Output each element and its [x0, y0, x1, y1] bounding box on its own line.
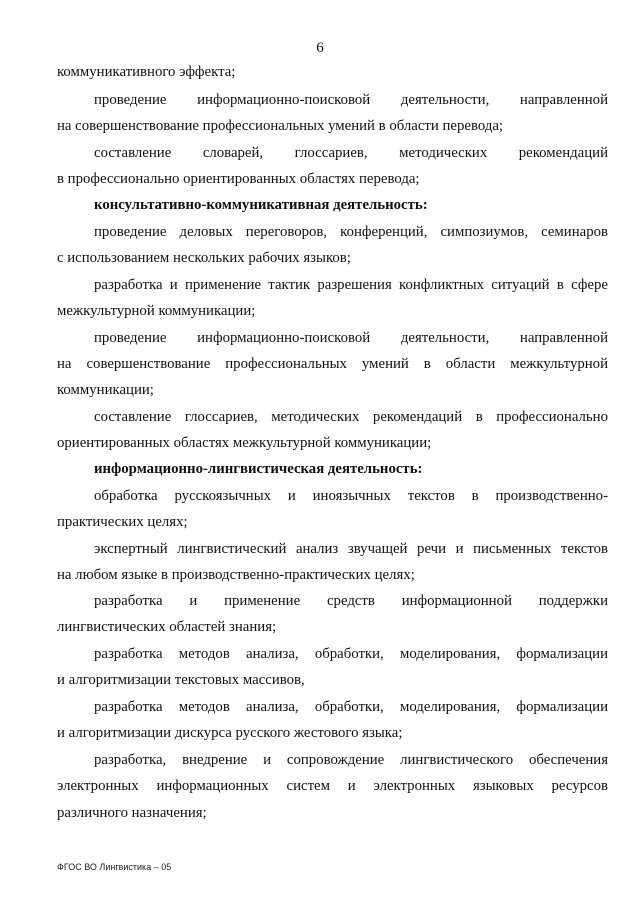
- text-line: экспертный лингвистический анализ звучащей речи и письменных текстов: [94, 541, 608, 557]
- text-line: проведение информационно-поисковой деятельности, направленной: [94, 92, 608, 108]
- text-line: разработка методов анализа, обработки, моделирования, формализации: [94, 699, 608, 715]
- text-line: обработка русскоязычных и иноязычных текстов в производственно-: [94, 488, 608, 504]
- section-heading: информационно-лингвистическая деятельность:: [94, 461, 423, 477]
- text-line: составление глоссариев, методических рекомендаций в профессионально: [94, 409, 608, 425]
- text-line: проведение деловых переговоров, конференций, симпозиумов, семинаров: [94, 224, 608, 240]
- page-number: 6: [316, 40, 324, 56]
- text-line: межкультурной коммуникации;: [57, 303, 256, 319]
- text-line: коммуникации;: [57, 382, 154, 398]
- text-line: в профессионально ориентированных областях перевода;: [57, 171, 420, 187]
- text-line: лингвистических областей знания;: [57, 619, 277, 635]
- footer-document-code: ФГОС ВО Лингвистика – 05: [57, 862, 172, 872]
- text-line: составление словарей, глоссариев, методических рекомендаций: [94, 145, 608, 161]
- text-line: разработка и применение тактик разрешения конфликтных ситуаций в сфере: [94, 277, 608, 293]
- text-line: различного назначения;: [57, 805, 207, 821]
- text-line: с использованием нескольких рабочих языков;: [57, 250, 351, 266]
- text-line: электронных информационных систем и электронных языковых ресурсов: [57, 778, 608, 794]
- text-line: на совершенствование профессиональных умений в области перевода;: [57, 118, 504, 134]
- text-line: и алгоритмизации текстовых массивов,: [57, 672, 305, 688]
- text-line: и алгоритмизации дискурса русского жестового языка;: [57, 725, 403, 741]
- text-line: практических целях;: [57, 514, 188, 530]
- text-line: коммуникативного эффекта;: [57, 64, 236, 80]
- text-line: разработка и применение средств информационной поддержки: [94, 593, 608, 609]
- text-line: на совершенствование профессиональных умений в области межкультурной: [57, 356, 608, 372]
- text-line: разработка методов анализа, обработки, моделирования, формализации: [94, 646, 608, 662]
- text-line: на любом языке в производственно-практических целях;: [57, 567, 415, 583]
- text-line: разработка, внедрение и сопровождение лингвистического обеспечения: [94, 752, 608, 768]
- text-line: ориентированных областях межкультурной коммуникации;: [57, 435, 432, 451]
- text-line: проведение информационно-поисковой деятельности, направленной: [94, 330, 608, 346]
- section-heading: консультативно-коммуникативная деятельность:: [94, 197, 428, 213]
